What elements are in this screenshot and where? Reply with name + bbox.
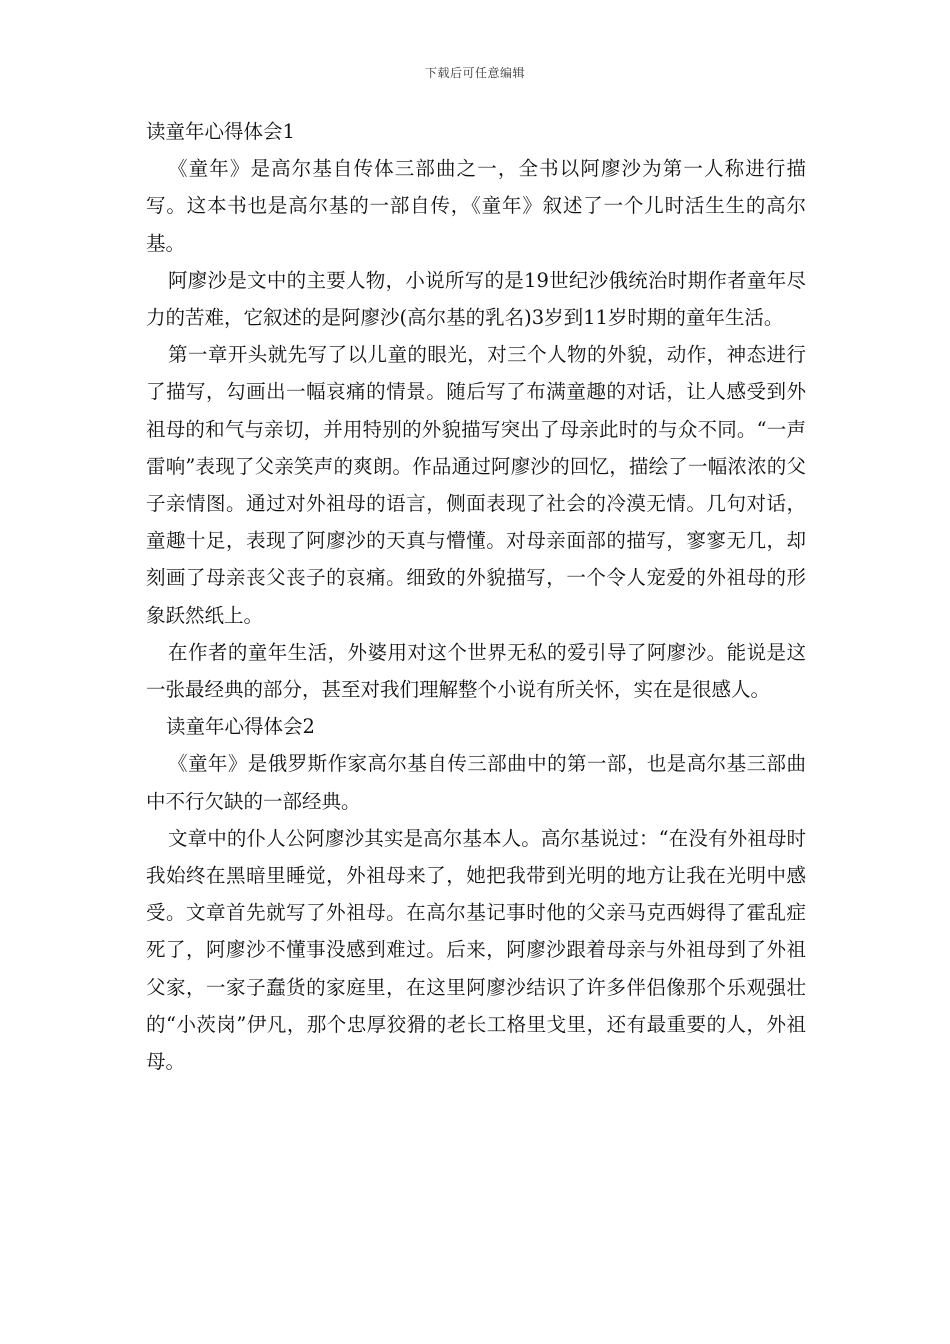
paragraph: 文章中的仆人公阿廖沙其实是高尔基本人。高尔基说过：“在没有外祖母时我始终在黑暗里睡觉，外祖母来了，她把我带到光明的地方让我在光明中感受。文章首先就写了外祖母。在高尔基记事时他的父亲马克西姆得了霍乱症死了，阿廖沙不懂事没感到难过。后来，阿廖沙跟着母亲与外祖母到了外祖父家，一家子蠢货的家庭里，在这里阿廖沙结识了许多伴侣像那个乐观强壮的“小茨岗”伊凡，那个忠厚狡猾的老长工格里戈里，还有最重要的人，外祖母。	[146, 826, 806, 1074]
page-header: 下载后可任意编辑	[424, 66, 525, 80]
paragraph: 阿廖沙是文中的主要人物，小说所写的是19世纪沙俄统治时期作者童年尽力的苦难，它叙述的是阿廖沙(高尔基的乳名)3岁到11岁时期的童年生活。	[146, 268, 806, 330]
document-body	[146, 113, 806, 1080]
paragraph: 《童年》是高尔基自传体三部曲之一，全书以阿廖沙为第一人称进行描写。这本书也是高尔基的一部自传，《童年》叙述了一个儿时活生生的高尔基。	[146, 157, 806, 255]
paragraph: 第一章开头就先写了以儿童的眼光，对三个人物的外貌，动作，神态进行了描写，勾画出一幅哀痛的情景。随后写了布满童趣的对话，让人感受到外祖母的和气与亲切，并用特别的外貌描写突出了母亲此时的与众不同。“一声雷响”表现了父亲笑声的爽朗。作品通过阿廖沙的回忆，描绘了一幅浓浓的父子亲情图。通过对外祖母的语言，侧面表现了社会的冷漠无情。几句对话，童趣十足，表现了阿廖沙的天真与懵懂。对母亲面部的描写，寥寥无几，却刻画了母亲丧父丧子的哀痛。细致的外貌描写，一个令人宠爱的外祖母的形象跃然纸上。	[146, 343, 806, 627]
section-heading-2: 读童年心得体会2	[166, 715, 315, 739]
paragraph: 《童年》是俄罗斯作家高尔基自传三部曲中的第一部，也是高尔基三部曲中不行欠缺的一部经典。	[146, 752, 806, 813]
paragraph: 在作者的童年生活，外婆用对这个世界无私的爱引导了阿廖沙。能说是这一张最经典的部分，甚至对我们理解整个小说有所关怀，实在是很感人。	[146, 640, 806, 702]
section-heading-1: 读童年心得体会1	[146, 120, 295, 143]
